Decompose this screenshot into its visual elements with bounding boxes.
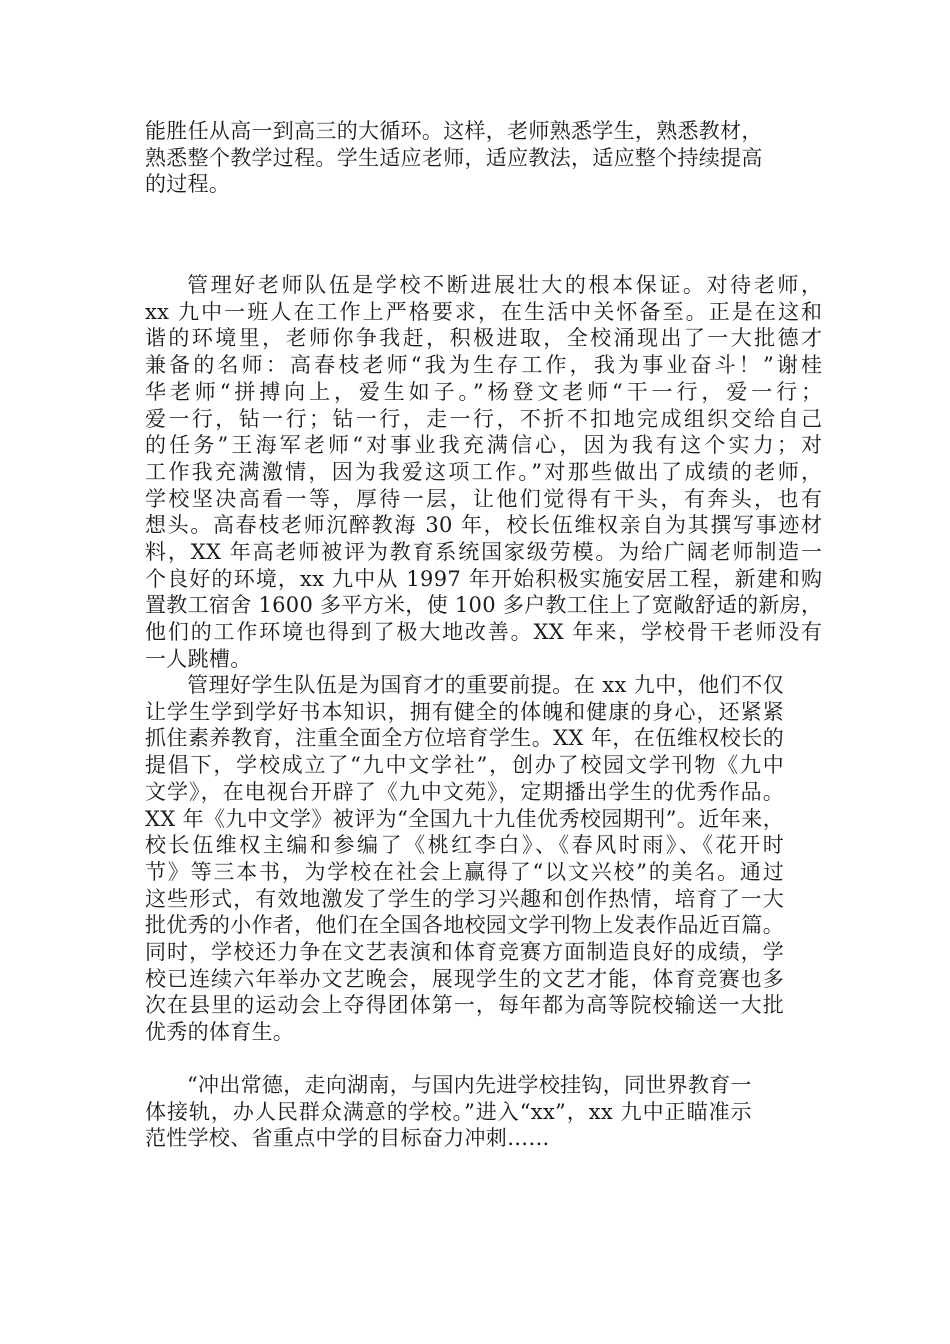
text-line: 体接轨，办人民群众满意的学校。”进入“xx”，xx 九中正瞄准示 (145, 1099, 752, 1124)
text-line: 管理好学生队伍是为国育才的重要前提。在 xx 九中，他们不仅 (187, 673, 784, 697)
text-line: 优秀的体育生。 (145, 1020, 295, 1045)
text-line: 料，XX 年高老师被评为教育系统国家级劳模。为给广阔老师制造一 (145, 540, 823, 565)
text-line: 一人跳槽。 (145, 646, 252, 671)
text-line: 个良好的环境，xx 九中从 1997 年开始积极实施安居工程，新建和购 (145, 566, 823, 591)
text-line: 次在县里的运动会上夺得团体第一，每年都为高等院校输送一大批 (145, 993, 784, 1018)
text-line: 华老师“拼搏向上，爱生如子。”杨登文老师“干一行，爱一行； (145, 379, 823, 404)
text-line: 熟悉整个教学过程。学生适应老师，适应教法，适应整个持续提高 (145, 145, 763, 170)
text-line: 同时，学校还力争在文艺表演和体育竞赛方面制造良好的成绩，学 (145, 940, 784, 965)
paragraph-4 (145, 1072, 752, 1152)
text-line: XX 年《九中文学》被评为“全国九十九佳优秀校园期刊”。近年来， (145, 806, 784, 831)
text-line: 爱一行，钻一行；钻一行，走一行，不折不扣地完成组织交给自己 (145, 406, 823, 431)
text-line: 学校坚决高看一等，厚待一层，让他们觉得有干头，有奔头，也有 (145, 486, 823, 511)
text-line: 的任务”王海军老师“对事业我充满信心，因为我有这个实力；对 (145, 433, 823, 458)
text-line: 他们的工作环境也得到了极大地改善。XX 年来，学校骨干老师没有 (145, 620, 823, 645)
text-line: 能胜任从高一到高三的大循环。这样，老师熟悉学生，熟悉教材， (145, 119, 763, 143)
text-line: 置教工宿舍 1600 多平方米，使 100 多户教工住上了宽敞舒适的新房， (145, 593, 823, 618)
text-line: 管理好老师队伍是学校不断进展壮大的根本保证。对待老师， (187, 273, 823, 297)
text-line: 谐的环境里，老师你争我赶，积极进取，全校涌现出了一大批德才 (145, 326, 823, 351)
text-line: 的过程。 (145, 172, 231, 197)
text-line: 范性学校、省重点中学的目标奋力冲刺…… (145, 1126, 550, 1151)
text-line: 批优秀的小作者，他们在全国各地校园文学刊物上发表作品近百篇。 (145, 913, 784, 938)
paragraph-2 (145, 272, 822, 673)
text-line: 校长伍维权主编和参编了《桃红李白》、《春风时雨》、《花开时 (145, 833, 784, 858)
paragraph-1 (145, 118, 763, 198)
text-line: 想头。高春枝老师沉醉教海 30 年，校长伍维权亲自为其撰写事迹材 (145, 513, 823, 538)
text-line: 让学生学到学好书本知识，拥有健全的体魄和健康的身心，还紧紧 (145, 699, 784, 724)
text-line: 节》等三本书，为学校在社会上赢得了“以文兴校”的美名。通过 (145, 859, 784, 884)
text-line: xx 九中一班人在工作上严格要求，在生活中关怀备至。正是在这和 (145, 299, 823, 324)
text-line: 抓住素养教育，注重全面全方位培育学生。XX 年，在伍维权校长的 (145, 726, 784, 751)
paragraph-3 (145, 672, 784, 1046)
text-line: 文学》，在电视台开辟了《九中文苑》，定期播出学生的优秀作品。 (145, 779, 784, 804)
text-line: 工作我充满激情，因为我爱这项工作。”对那些做出了成绩的老师， (145, 459, 823, 484)
text-line: 校已连续六年举办文艺晚会，展现学生的文艺才能，体育竞赛也多 (145, 966, 784, 991)
text-line: 兼备的名师：高春枝老师“我为生存工作，我为事业奋斗！”谢桂 (145, 353, 823, 378)
text-line: 提倡下，学校成立了“九中文学社”，创办了校园文学刊物《九中 (145, 753, 784, 778)
text-line: “冲出常德，走向湖南，与国内先进学校挂钩，同世界教育一 (187, 1073, 752, 1097)
text-line: 这些形式，有效地激发了学生的学习兴趣和创作热情，培育了一大 (145, 886, 784, 911)
